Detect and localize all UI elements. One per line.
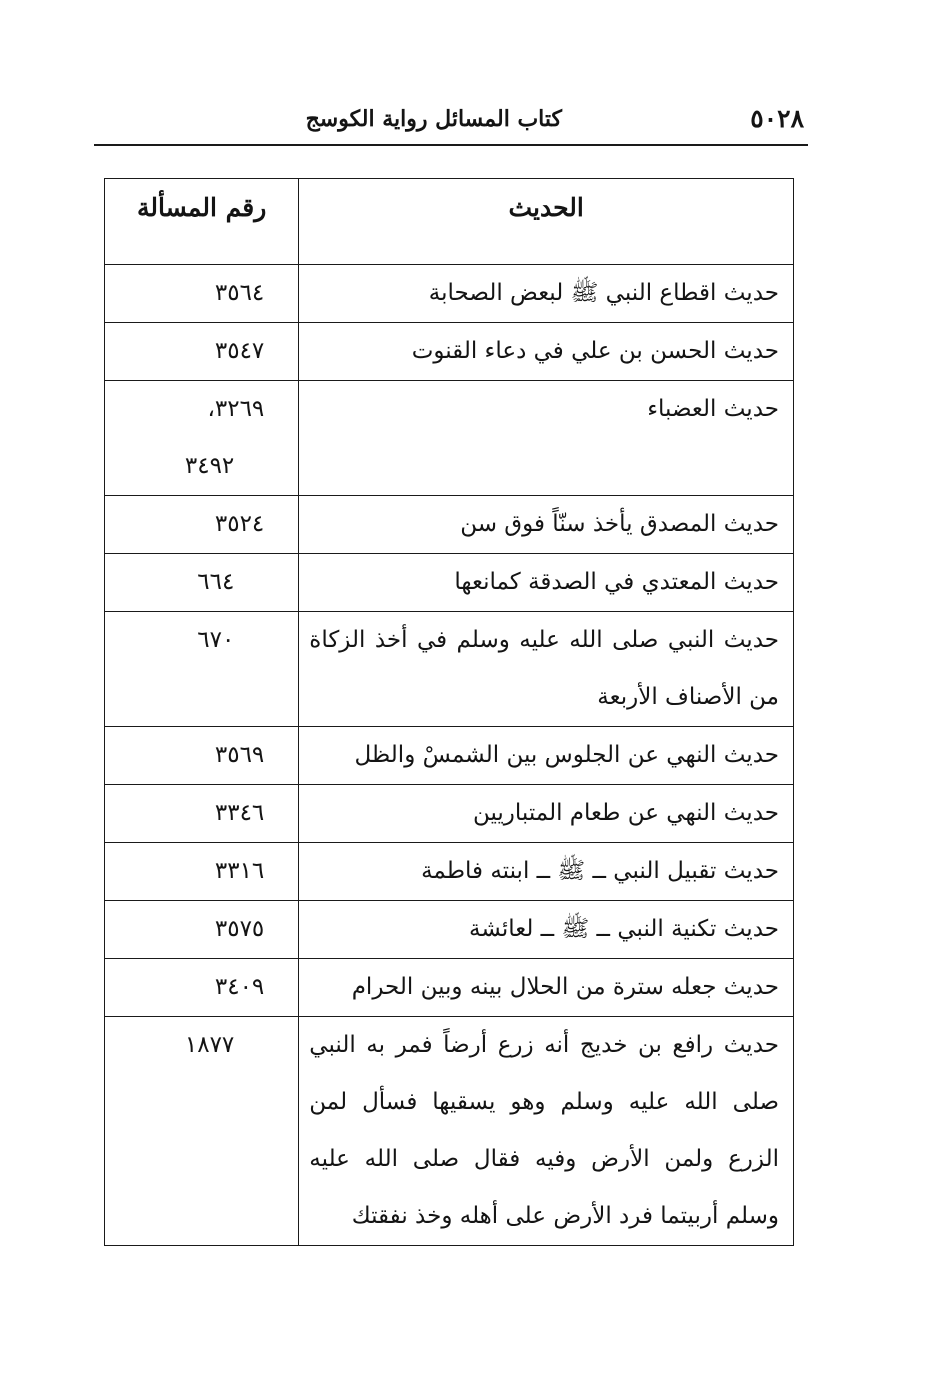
issue-number-cell [105, 612, 299, 727]
page-header [94, 100, 808, 146]
issue-number: ٣٥٤٧ [214, 338, 265, 364]
issue-number-cell [105, 496, 299, 554]
issue-number: ٦٧٠ [197, 627, 235, 653]
table-header-row [105, 179, 794, 265]
page-number: ٥٠٢٨ [750, 104, 804, 133]
hadith-index-table [104, 178, 794, 1246]
issue-number-cell [105, 785, 299, 843]
hadith-cell: حديث جعله سترة من الحلال بينه وبين الحرام [299, 959, 794, 1017]
issue-number: ٣٥٦٤ [214, 280, 265, 306]
issue-number: ١٨٧٧ [184, 1032, 235, 1058]
hadith-cell: حديث تقبيل النبي ــ ﷺ ــ ابنته فاطمة [299, 843, 794, 901]
issue-number-cell [105, 554, 299, 612]
issue-number-cell [105, 323, 299, 381]
table-row [105, 1017, 794, 1246]
issue-number: ٣٥٧٥ [214, 916, 265, 942]
issue-number: ٣٣٤٦ [214, 800, 265, 826]
issue-number-cell [105, 843, 299, 901]
hadith-cell: حديث النبي صلى الله عليه وسلم في أخذ الزكاة من الأصناف الأربعة [299, 612, 794, 727]
issue-number: ٣٤٠٩ [214, 974, 265, 1000]
table-row [105, 381, 794, 496]
issue-number: ٣٢٦٩، [207, 396, 265, 422]
issue-number: ٣٣١٦ [214, 858, 265, 884]
issue-number-cell [105, 381, 299, 496]
issue-number-cell [105, 727, 299, 785]
issue-number: ٣٥٢٤ [214, 511, 265, 537]
table-row [105, 554, 794, 612]
hadith-cell: حديث المصدق يأخذ سنّاً فوق سن [299, 496, 794, 554]
issue-number-cell [105, 265, 299, 323]
hadith-cell: حديث تكنية النبي ــ ﷺ ــ لعائشة [299, 901, 794, 959]
hadith-cell: حديث اقطاع النبي ﷺ لبعض الصحابة [299, 265, 794, 323]
book-title: كتاب المسائل رواية الكوسج [305, 106, 562, 132]
issue-number: ٣٤٩٢ [184, 453, 235, 479]
table-row [105, 323, 794, 381]
table-row [105, 785, 794, 843]
issue-number: ٦٦٤ [197, 569, 235, 595]
hadith-cell: حديث العضباء [299, 381, 794, 496]
table-row [105, 901, 794, 959]
issue-number-cell [105, 1017, 299, 1246]
hadith-cell: حديث رافع بن خديج أنه زرع أرضاً فمر به النبي صلى الله عليه وسلم وهو يسقيها فسأل لمن الزرع ولمن الأرض وفيه فقال صلى الله عليه وسلم أربيتما فرد الأرض على أهله وخذ نفقتك [299, 1017, 794, 1246]
hadith-cell: حديث النهي عن الجلوس بين الشمسْ والظل [299, 727, 794, 785]
table-row [105, 612, 794, 727]
issue-number: ٣٥٦٩ [214, 742, 265, 768]
table-row [105, 843, 794, 901]
issue-number-cell [105, 959, 299, 1017]
table-row [105, 727, 794, 785]
hadith-cell: حديث المعتدي في الصدقة كمانعها [299, 554, 794, 612]
hadith-cell: حديث النهي عن طعام المتباريين [299, 785, 794, 843]
table-row [105, 265, 794, 323]
table-row [105, 496, 794, 554]
hadith-cell: حديث الحسن بن علي في دعاء القنوت [299, 323, 794, 381]
table-row [105, 959, 794, 1017]
column-header-hadith: الحديث [299, 179, 794, 265]
column-header-number: رقم المسألة [105, 179, 299, 265]
issue-number-cell [105, 901, 299, 959]
